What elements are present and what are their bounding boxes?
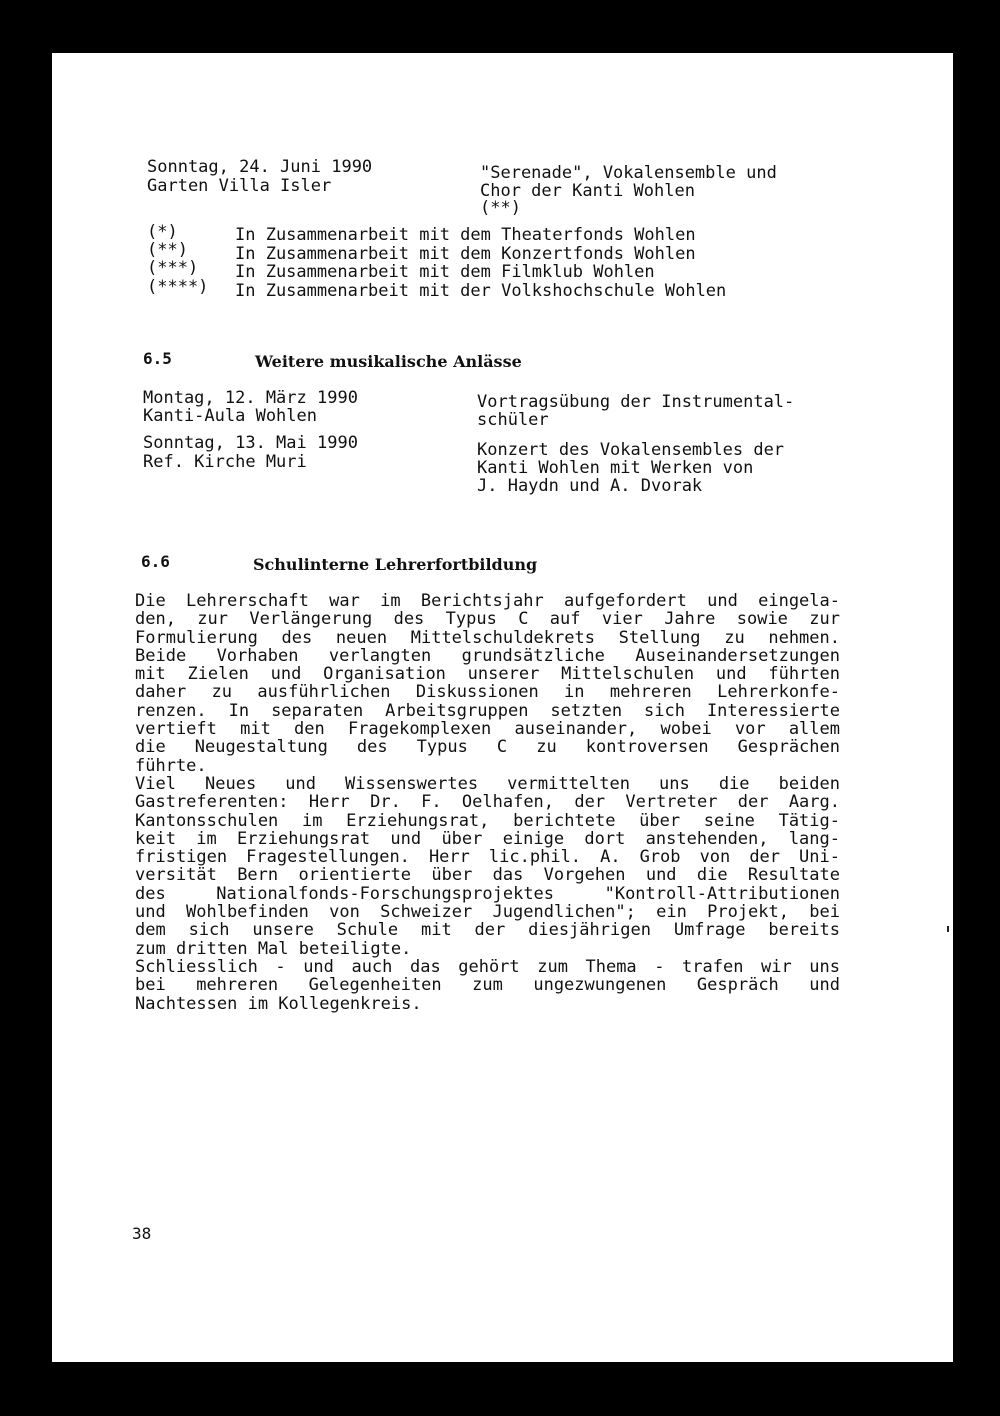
text-line: führte. <box>135 755 207 776</box>
text-line: Kantonsschulen im Erziehungsrat, berichtete über seine Tätig- <box>135 810 840 831</box>
event-place: Garten Villa Isler <box>147 176 332 196</box>
event-desc-line: "Serenade", Vokalensemble und <box>480 163 777 183</box>
event-desc-line: Chor der Kanti Wohlen <box>480 181 695 201</box>
body-paragraph <box>135 592 840 1013</box>
text-line: Beide Vorhaben verlangten grundsätzliche Auseinandersetzungen <box>135 645 840 666</box>
text-line: mit Zielen und Organisation unserer Mittelschulen und führten <box>135 664 840 685</box>
text-line: und Wohlbefinden von Schweizer Jugendlichen"; ein Projekt, bei <box>135 902 840 923</box>
text-line: vertieft mit den Fragekomplexen auseinander, wobei vor allem <box>135 719 840 740</box>
footnote-mark: (***) <box>147 258 199 278</box>
page-number: 38 <box>132 1224 152 1243</box>
text-line: fristigen Fragestellungen. Herr lic.phil. A. Grob von der Uni- <box>135 847 840 868</box>
event-desc-line: Konzert des Vokalensembles der <box>477 440 785 460</box>
event-desc-line: Vortragsübung der Instrumental- <box>477 392 795 412</box>
section-number: 6.5 <box>143 349 172 368</box>
event-date: Montag, 12. März 1990 <box>143 388 358 408</box>
text-line: Schliesslich - und auch das gehört zum Thema - trafen wir uns <box>135 956 840 977</box>
text-line: Gastreferenten: Herr Dr. F. Oelhafen, der Vertreter der Aarg. <box>135 792 840 813</box>
text-line: des Nationalfonds-Forschungsprojektes "Kontroll-Attributionen <box>135 883 840 904</box>
footnote-text: In Zusammenarbeit mit der Volkshochschule Wohlen <box>235 281 727 301</box>
text-line: daher zu ausführlichen Diskussionen in mehreren Lehrerkonfe- <box>135 682 840 703</box>
text-line: renzen. In separaten Arbeitsgruppen setzten sich Interessierte <box>135 700 840 721</box>
scan-speck <box>947 926 949 932</box>
event-place: Ref. Kirche Muri <box>143 452 307 472</box>
section-title: Schulinterne Lehrerfortbildung <box>253 555 538 574</box>
event-place: Kanti-Aula Wohlen <box>143 406 317 426</box>
footnote-text: In Zusammenarbeit mit dem Filmklub Wohlen <box>235 262 655 282</box>
text-line: bei mehreren Gelegenheiten zum ungezwungenen Gespräch und <box>135 975 840 996</box>
text-line: dem sich unsere Schule mit der diesjährigen Umfrage bereits <box>135 920 840 941</box>
text-line: keit im Erziehungsrat und über einige dort anstehenden, lang- <box>135 828 840 849</box>
footnote-text: In Zusammenarbeit mit dem Konzertfonds Wohlen <box>235 244 696 264</box>
footnote-mark: (**) <box>147 240 188 260</box>
text-line: den, zur Verlängerung des Typus C auf vier Jahre sowie zur <box>135 609 840 630</box>
document-page <box>52 53 953 1362</box>
text-line: Die Lehrerschaft war im Berichtsjahr aufgefordert und eingela- <box>135 591 840 611</box>
footnote-mark: (****) <box>147 277 209 297</box>
text-line: die Neugestaltung des Typus C zu kontroversen Gesprächen <box>135 737 840 758</box>
text-line: zum dritten Mal beteiligte. <box>135 938 412 959</box>
footnote-mark: (*) <box>147 222 178 242</box>
text-line: Formulierung des neuen Mittelschuldekrets Stellung zu nehmen. <box>135 627 840 648</box>
event-date: Sonntag, 24. Juni 1990 <box>147 157 373 177</box>
section-number: 6.6 <box>141 552 170 571</box>
event-desc-line: Kanti Wohlen mit Werken von <box>477 458 754 478</box>
event-desc-line: schüler <box>477 410 549 430</box>
event-desc-line: J. Haydn und A. Dvorak <box>477 476 703 496</box>
text-line: Viel Neues und Wissenswertes vermittelten uns die beiden <box>135 773 840 794</box>
footnote-text: In Zusammenarbeit mit dem Theaterfonds Wohlen <box>235 225 696 245</box>
event-desc-line: (**) <box>480 198 521 218</box>
event-date: Sonntag, 13. Mai 1990 <box>143 433 358 453</box>
text-line: versität Bern orientierte über das Vorgehen und die Resultate <box>135 865 840 886</box>
section-title: Weitere musikalische Anlässe <box>255 352 522 371</box>
text-line: Nachtessen im Kollegenkreis. <box>135 993 422 1014</box>
